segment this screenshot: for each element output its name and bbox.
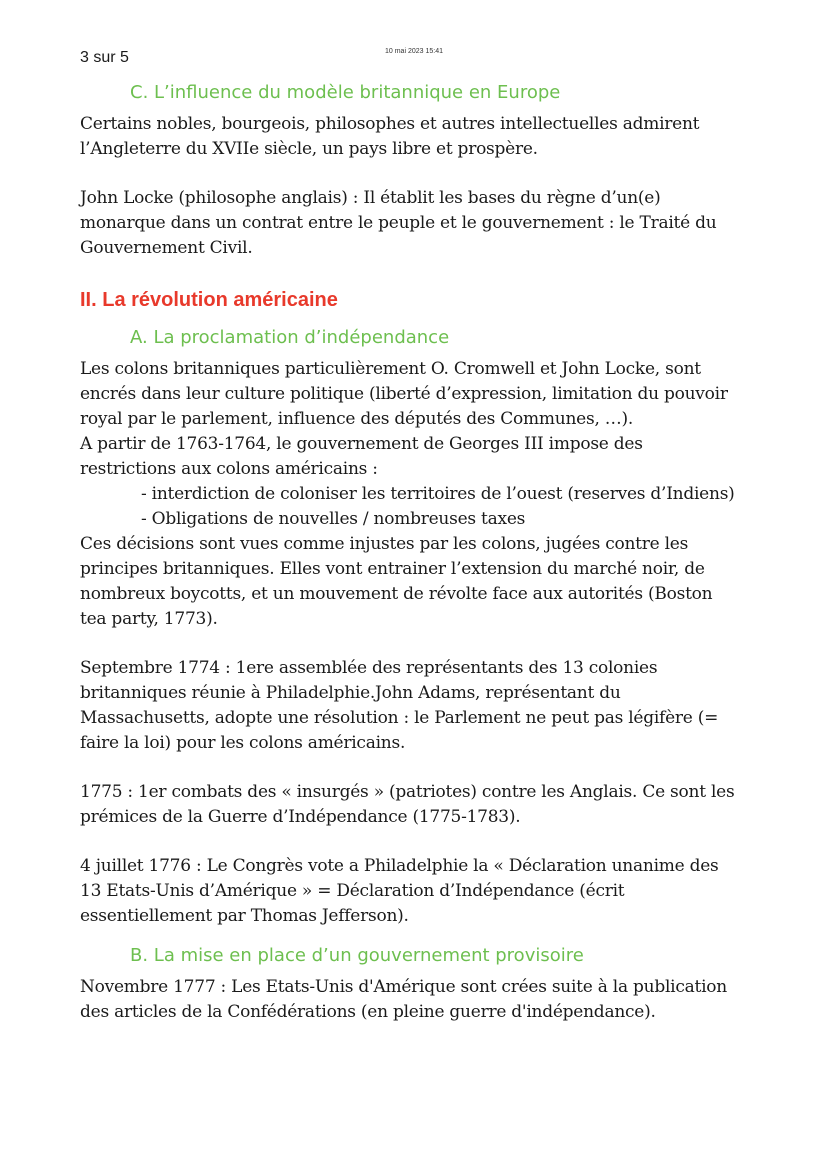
section-a-title: A. La proclamation d’indépendance (130, 327, 450, 348)
paragraph: 4 juillet 1776 : Le Congrès vote a Philadelphie la « Déclaration unanime des 13 Etats-Unis d’Amérique » = Déclaration d’Indépendance (écrit essentiellement par Thomas Jefferson). (80, 856, 719, 926)
page-number: 3 sur 5 (80, 49, 129, 66)
paragraph: Septembre 1774 : 1ere assemblée des représentants des 13 colonies britanniques réunie à Philadelphie.John Adams, représentant du Massachusetts, adopte une résolution : le Parlement ne peut pas légifère (= faire la loi) pour les colons américains. (80, 658, 719, 753)
document-content (80, 80, 760, 1025)
list-item: - interdiction de coloniser les territoires de l’ouest (reserves d’Indiens) (141, 484, 735, 504)
print-date: 10 mai 2023 15:41 (385, 48, 443, 55)
list-item: - Obligations de nouvelles / nombreuses taxes (141, 509, 526, 529)
paragraph: 1775 : 1er combats des « insurgés » (patriotes) contre les Anglais. Ce sont les prémices de la Guerre d’Indépendance (1775-1783). (80, 782, 735, 827)
paragraph: Certains nobles, bourgeois, philosophes et autres intellectuelles admirent l’Angleterre du XVIIe siècle, un pays libre et prospère. (80, 114, 700, 159)
part-2-title: II. La révolution américaine (80, 289, 338, 311)
section-b-title: B. La mise en place d’un gouvernement provisoire (130, 945, 584, 966)
section-c-title: C. L’influence du modèle britannique en Europe (130, 82, 561, 103)
paragraph: Les colons britanniques particulièrement O. Cromwell et John Locke, sont encrés dans leur culture politique (liberté d’expression, limitation du pouvoir royal par le parlement, influence des députés des Communes, …). A partir de 1763-1764, le gouvernement de Georges III impose des restrictions aux colons américains : (80, 359, 728, 479)
paragraph: Ces décisions sont vues comme injustes par les colons, jugées contre les principes britanniques. Elles vont entrainer l’extension du marché noir, de nombreux boycotts, et un mouvement de révolte face aux autorités (Boston tea party, 1773). (80, 534, 713, 629)
paragraph: John Locke (philosophe anglais) : Il établit les bases du règne d’un(e) monarque dans un contrat entre le peuple et le gouvernement : le Traité du Gouvernement Civil. (80, 188, 717, 258)
paragraph: Novembre 1777 : Les Etats-Unis d'Amérique sont crées suite à la publication des articles de la Confédérations (en pleine guerre d'indépendance). (80, 977, 727, 1022)
